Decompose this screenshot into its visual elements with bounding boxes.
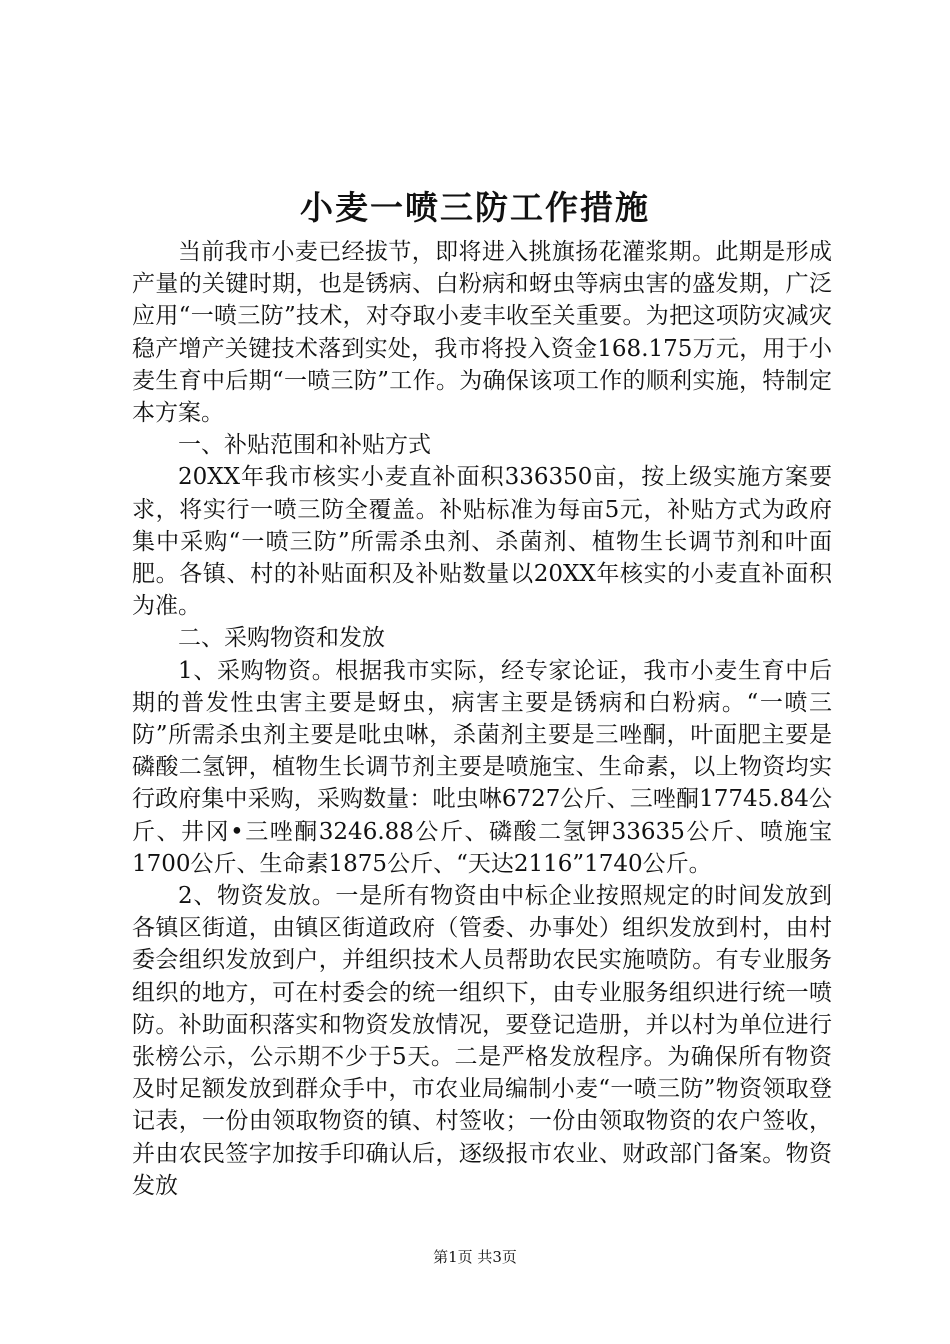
page-footer: 第1页 共3页 (433, 1248, 517, 1266)
document-body (132, 236, 832, 1202)
section-heading-1: 一、补贴范围和补贴方式 (178, 432, 431, 459)
paragraph-intro: 当前我市小麦已经拔节，即将进入挑旗扬花灌浆期。此期是形成产量的关键时期，也是锈病、白粉病和蚜虫等病虫害的盛发期，广泛应用“一喷三防”技术，对夺取小麦丰收至关重要。为把这项防灾减灾稳产增产关键技术落到实处，我市将投入资金168.175万元，用于小麦生育中后期“一喷三防”工作。为确保该项工作的顺利实施，特制定本方案。 (132, 239, 832, 427)
section-heading-2: 二、采购物资和发放 (178, 625, 385, 652)
paragraph-procurement: 1、采购物资。根据我市实际，经专家论证，我市小麦生育中后期的普发性虫害主要是蚜虫，病害主要是锈病和白粉病。“一喷三防”所需杀虫剂主要是吡虫啉，杀菌剂主要是三唑酮，叶面肥主要是磷酸二氢钾，植物生长调节剂主要是喷施宝、生命素，以上物资均实行政府集中采购，采购数量：吡虫啉6727公斤、三唑酮17745.84公斤、井冈•三唑酮3246.88公斤、磷酸二氢钾33635公斤、喷施宝1700公斤、生命素1875公斤、“天达2116”1740公斤。 (132, 657, 832, 877)
document-title: 小麦一喷三防工作措施 (300, 188, 650, 227)
paragraph-distribution: 2、物资发放。一是所有物资由中标企业按照规定的时间发放到各镇区街道，由镇区街道政府（管委、办事处）组织发放到村，由村委会组织发放到户，并组织技术人员帮助农民实施喷防。有专业服务组织的地方，可在村委会的统一组织下，由专业服务组织进行统一喷防。补助面积落实和物资发放情况，要登记造册，并以村为单位进行张榜公示，公示期不少于5天。二是严格发放程序。为确保所有物资及时足额发放到群众手中，市农业局编制小麦“一喷三防”物资领取登记表，一份由领取物资的镇、村签收；一份由领取物资的农户签收，并由农民签字加按手印确认后，逐级报市农业、财政部门备案。物资发放 (132, 883, 832, 1199)
paragraph-subsidy: 20XX年我市核实小麦直补面积336350亩，按上级实施方案要求，将实行一喷三防全覆盖。补贴标准为每亩5元，补贴方式为政府集中采购“一喷三防”所需杀虫剂、杀菌剂、植物生长调节剂和叶面肥。各镇、村的补贴面积及补贴数量以20XX年核实的小麦直补面积为准。 (132, 464, 832, 620)
